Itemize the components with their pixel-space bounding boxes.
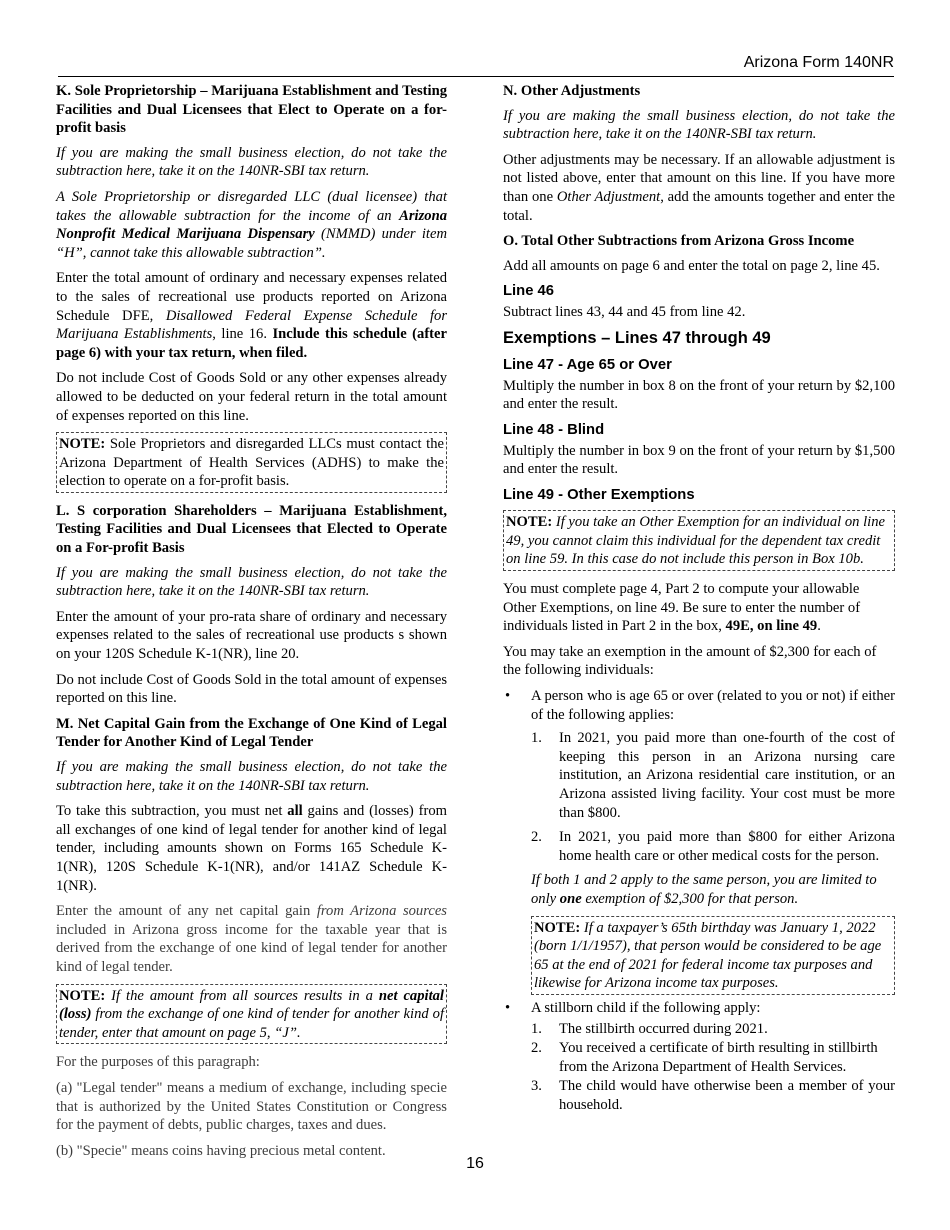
line-49-p1-text-c: . <box>817 618 821 635</box>
section-k-note-box <box>56 432 447 493</box>
list-item-number: 2. <box>531 829 542 846</box>
section-n-small-business-note: If you are making the small business election, do not take the subtraction here, take it on the 140NR-SBI tax return. <box>503 107 895 143</box>
limit-text-a: If both 1 and 2 apply to the same person, you are limited to only <box>531 872 877 907</box>
section-l-small-business-note: If you are making the small business election, do not take the subtraction here, take it on the 140NR-SBI tax return. <box>56 564 447 600</box>
section-k-paragraph-3 <box>56 269 447 362</box>
header-rule <box>58 76 894 77</box>
k-p2-text-c: (NMMD) under item “H”, cannot take this allowable subtraction”. <box>56 226 447 261</box>
list-item-text: In 2021, you paid more than $800 for either Arizona home health care or other medical costs for the person. <box>559 829 895 864</box>
form-title-header: Arizona Form 140NR <box>743 54 894 71</box>
section-n-heading: N. Other Adjustments <box>503 83 641 99</box>
list-item <box>531 828 895 865</box>
bullet-dot-icon: • <box>505 688 511 705</box>
section-k-paragraph-2 <box>56 188 447 262</box>
section-m-paragraph-2 <box>56 802 447 895</box>
page-number: 16 <box>466 1155 484 1172</box>
list-item <box>531 1020 895 1039</box>
k-note-text: Sole Proprietors and disregarded LLCs must contact the Arizona Department of Health Services (ADHS) to make the election to operate on a for-profit basis. <box>59 436 444 490</box>
list-item-text: You received a certificate of birth resulting in stillbirth from the Arizona Department of Health Services. <box>559 1040 878 1075</box>
line-49-heading: Line 49 - Other Exemptions <box>503 486 695 503</box>
line-49-paragraph-2: You may take an exemption in the amount of $2,300 for each of the following individuals: <box>503 643 877 679</box>
bullet-age-65-text: A person who is age 65 or over (related to you or not) if either of the following applies: <box>531 688 895 723</box>
age-65-note-label: NOTE: <box>534 919 581 936</box>
k-p3-text-c: , line 16. <box>212 326 273 343</box>
age-65-note-box <box>531 916 895 995</box>
section-o-heading: O. Total Other Subtractions from Arizona Gross Income <box>503 233 855 250</box>
m-p3-text-a: Enter the amount of any net capital gain <box>56 903 317 920</box>
line-49-p1-text-b: 49E, on line 49 <box>725 618 818 635</box>
section-k-paragraph-4: Do not include Cost of Goods Sold or any other expenses already allowed to be deducted on your federal return in the total amount of expenses reported on this line. <box>56 370 447 424</box>
section-m-paragraph-6: (b) "Specie" means coins having precious metal content. <box>56 1142 386 1159</box>
age-65-sublist <box>531 729 895 995</box>
list-item-number: 1. <box>531 730 542 747</box>
m-p2-text-b: all <box>287 803 303 820</box>
stillborn-sublist <box>531 1020 895 1115</box>
bullet-stillborn-text: A stillborn child if the following apply: <box>531 999 761 1016</box>
line-49-note-box <box>503 510 895 571</box>
section-m-paragraph-3 <box>56 902 447 976</box>
line-49-note-label: NOTE: <box>506 514 553 531</box>
list-item-text: The child would have otherwise been a member of your household. <box>559 1078 895 1113</box>
section-l-heading: L. S corporation Shareholders – Marijuana Establishment, Testing Facilities and Dual Licensees that Elected to Operate on a For-profit Basis <box>56 502 447 557</box>
k-p3-text-a: Enter the total amount of ordinary and necessary expenses related to the sales of recreational use products reported on Arizona Schedule DFE, <box>56 270 447 324</box>
list-item-number: 1. <box>531 1020 542 1037</box>
line-46-heading: Line 46 <box>503 283 554 300</box>
k-p3-text-d: Include this schedule (after page 6) with your tax return, when filed. <box>56 326 447 361</box>
list-item-text: In 2021, you paid more than one-fourth of the cost of keeping this person in an Arizona nursing care institution, an Arizona residential care institution, or an Arizona assisted living facility. Your cost must be more than $800. <box>559 730 895 821</box>
limit-text-c: exemption of $2,300 for that person. <box>581 890 799 907</box>
section-l-paragraph-3: Do not include Cost of Goods Sold in the total amount of expenses reported on this line. <box>56 671 447 707</box>
age-65-note-text: If a taxpayer’s 65th birthday was January 1, 2022 (born 1/1/1957), that person would be considered to be age 65 at the end of 2021 for federal income tax purposes and likewise for Arizona income tax purposes. <box>534 919 882 992</box>
line-49-paragraph-1 <box>503 580 895 636</box>
m-p2-text-a: To take this subtraction, you must net <box>56 803 288 820</box>
line-49-p1-text-a: You must complete page 4, Part 2 to compute your allowable Other Exemptions, on line 49. Be sure to enter the number of individuals listed in Part 2 in the box, <box>503 581 861 635</box>
bullet-item-age-65 <box>503 687 895 724</box>
list-item-number: 2. <box>531 1040 542 1057</box>
m-note-text-c: from the exchange of one kind of tender for another kind of tender, enter that amount on page 5, “J”. <box>59 1006 444 1041</box>
line-48-paragraph: Multiply the number in box 9 on the front of your return by $1,500 and enter the result. <box>503 442 895 478</box>
k-p2-text-b: Arizona Nonprofit Medical Marijuana Dispensary <box>56 207 447 243</box>
line-47-paragraph: Multiply the number in box 8 on the front of your return by $2,100 and enter the result. <box>503 377 895 413</box>
m-p2-text-c: gains and (losses) from all exchanges of one kind of legal tender for another kind of legal tender, including amounts shown on Forms 165 Schedule K-1(NR), 120S Schedule K-1(NR), and/or 141AZ Schedule K-1(NR). <box>56 803 447 894</box>
n-p2-text-b: Other Adjustment <box>556 188 661 205</box>
limit-text-b: one <box>559 890 582 907</box>
section-l-paragraph-2: Enter the amount of your pro-rata share of ordinary and necessary expenses related to the sales of recreational use products s shown on your 120S Schedule K-1(NR), line 20. <box>56 608 447 663</box>
k-p2-text-a: A Sole Proprietorship or disregarded LLC (dual licensee) that takes the allowable subtraction for the income of an <box>56 188 447 224</box>
section-o-paragraph: Add all amounts on page 6 and enter the total on page 2, line 45. <box>503 257 880 274</box>
section-m-heading: M. Net Capital Gain from the Exchange of One Kind of Legal Tender for Another Kind of Legal Tender <box>56 715 447 751</box>
n-p2-text-a: Other adjustments may be necessary. If an allowable adjustment is not listed above, enter that amount on this line. If you have more than one <box>503 151 895 205</box>
line-47-heading: Line 47 - Age 65 or Over <box>503 357 672 374</box>
line-49-note-text: If you take an Other Exemption for an individual on line 49, you cannot claim this individual for the dependent tax credit on line 59. In this case do not include this person in Box 10b. <box>506 514 885 568</box>
n-p2-text-c: , add the amounts together and enter the total. <box>503 188 895 224</box>
section-k-small-business-note: If you are making the small business election, do not take the subtraction here, take it on the 140NR-SBI tax return. <box>56 144 447 180</box>
section-n-paragraph-2 <box>503 151 895 225</box>
m-note-text-b: net capital (loss) <box>59 987 444 1023</box>
bullet-item-stillborn <box>503 999 895 1018</box>
k-p3-text-b: Disallowed Federal Expense Schedule for Marijuana Establishments <box>56 307 447 343</box>
m-note-label: NOTE: <box>59 987 106 1004</box>
section-m-small-business-note: If you are making the small business election, do not take the subtraction here, take it on the 140NR-SBI tax return. <box>56 759 447 794</box>
bullet-dot-icon: • <box>505 999 511 1016</box>
section-m-paragraph-4: For the purposes of this paragraph: <box>56 1054 260 1071</box>
m-p3-text-c: included in Arizona gross income for the taxable year that is derived from the exchange of one kind of legal tender for another kind of legal tender. <box>56 921 447 975</box>
list-item-text: The stillbirth occurred during 2021. <box>559 1020 768 1037</box>
m-note-text-a: If the amount from all sources results in a <box>105 987 379 1004</box>
k-note-label: NOTE: <box>59 436 106 453</box>
list-item <box>531 1039 895 1076</box>
section-m-paragraph-5: (a) "Legal tender" means a medium of exchange, including specie that is authorized by the United States Constitution or Congress for the payment of debts, public charges, taxes and dues. <box>56 1079 447 1134</box>
list-item <box>531 729 895 822</box>
list-item-number: 3. <box>531 1078 542 1095</box>
section-m-note-box <box>56 984 447 1045</box>
left-column <box>56 82 447 1167</box>
m-p3-text-b: from Arizona sources <box>316 903 447 920</box>
section-k-heading: K. Sole Proprietorship – Marijuana Establishment and Testing Facilities and Dual Licensees that Elect to Operate on a for-profit basis <box>56 83 447 137</box>
age-65-limit-note <box>531 871 895 908</box>
exemptions-heading: Exemptions – Lines 47 through 49 <box>503 328 771 347</box>
list-item <box>531 1077 895 1114</box>
line-48-heading: Line 48 - Blind <box>503 421 605 438</box>
line-46-paragraph: Subtract lines 43, 44 and 45 from line 42. <box>503 303 746 320</box>
right-column <box>503 82 895 1115</box>
